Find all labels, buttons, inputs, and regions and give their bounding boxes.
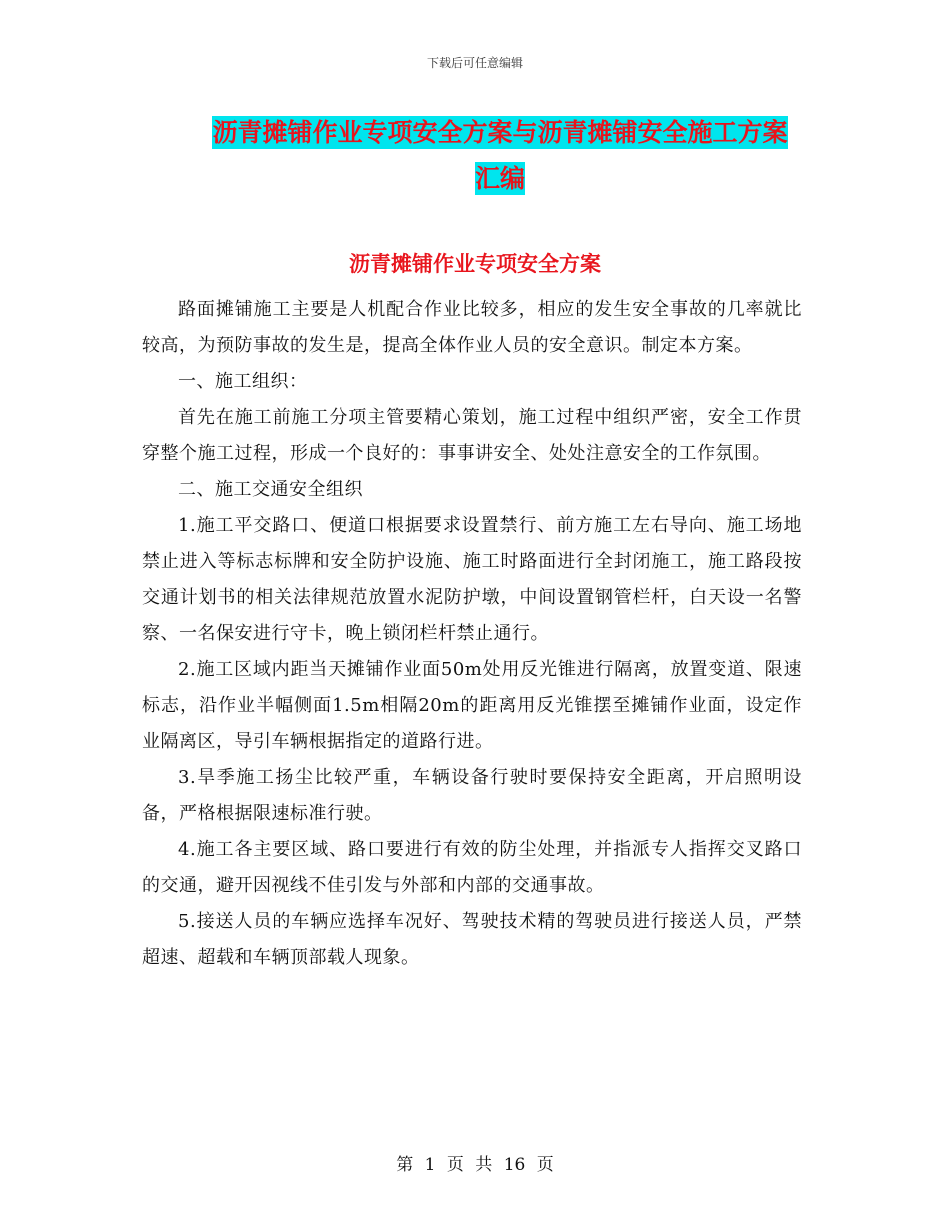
paragraph-item-2: 2.施工区域内距当天摊铺作业面50m处用反光锥进行隔离，放置变道、限速标志，沿作业半幅侧面1.5m相隔20m的距离用反光锥摆至摊铺作业面，设定作业隔离区，导引车辆根据指定的道路行进。 xyxy=(142,659,802,752)
document-body xyxy=(142,292,802,976)
document-title-line-2: 汇编 xyxy=(474,164,525,193)
header-note: 下载后可任意编辑 xyxy=(426,56,523,70)
page-footer: 第 1 页 共 16 页 xyxy=(396,1155,554,1175)
section-title: 沥青摊铺作业专项安全方案 xyxy=(349,252,601,276)
paragraph-item-4: 4.施工各主要区域、路口要进行有效的防尘处理，并指派专人指挥交叉路口的交通，避开因视线不佳引发与外部和内部的交通事故。 xyxy=(142,839,802,896)
heading-traffic-safety: 二、施工交通安全组织 xyxy=(178,479,363,500)
document-title xyxy=(140,110,860,202)
paragraph-item-3: 3.旱季施工扬尘比较严重，车辆设备行驶时要保持安全距离，开启照明设备，严格根据限速标准行驶。 xyxy=(142,767,802,824)
paragraph-item-1: 1.施工平交路口、便道口根据要求设置禁行、前方施工左右导向、施工场地禁止进入等标志标牌和安全防护设施、施工时路面进行全封闭施工，施工路段按交通计划书的相关法律规范放置水泥防护墩，中间设置钢管栏杆，白天设一名警察、一名保安进行守卡，晚上锁闭栏杆禁止通行。 xyxy=(142,515,802,644)
paragraph-item-5: 5.接送人员的车辆应选择车况好、驾驶技术精的驾驶员进行接送人员，严禁超速、超载和车辆顶部载人现象。 xyxy=(142,911,802,968)
document-title-line-1: 沥青摊铺作业专项安全方案与沥青摊铺安全施工方案 xyxy=(212,118,788,147)
heading-organization: 一、施工组织： xyxy=(178,371,308,392)
paragraph-intro: 路面摊铺施工主要是人机配合作业比较多，相应的发生安全事故的几率就比较高，为预防事故的发生是，提高全体作业人员的安全意识。制定本方案。 xyxy=(142,299,802,356)
paragraph-organization: 首先在施工前施工分项主管要精心策划，施工过程中组织严密，安全工作贯穿整个施工过程，形成一个良好的：事事讲安全、处处注意安全的工作氛围。 xyxy=(142,407,802,464)
